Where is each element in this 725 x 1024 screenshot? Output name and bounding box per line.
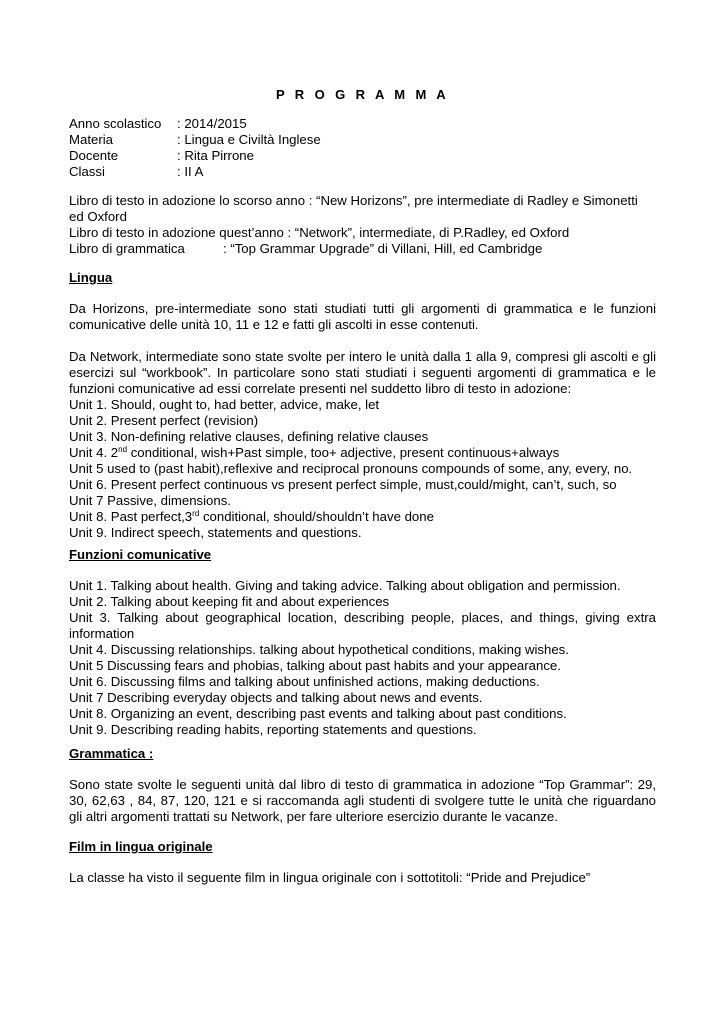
meta-value: : 2014/2015 (177, 116, 247, 131)
lingua-paragraph-2: Da Network, intermediate sono state svolte per intero le unità dalla 1 alla 9, compresi gli ascolti e gli esercizi sul “workbook”. In particolare sono stati studiati i seguenti argomenti di grammatica e le funzioni comunicative ad essi correlate presenti nel suddetto libro di testo in adozione: (69, 349, 656, 396)
grammar-book-label: Libro di grammatica (69, 241, 185, 256)
section-heading: Grammatica : (69, 746, 154, 761)
unit-text: conditional, wish+Past simple, too+ adjective, present continuous+always (127, 445, 560, 460)
meta-key: Classi (69, 164, 105, 179)
meta-key: Materia (69, 132, 113, 147)
function-unit-6: Unit 6. Discussing films and talking about unfinished actions, making deductions. (69, 674, 540, 689)
document-title: P R O G R A M M A (275, 87, 450, 102)
grammatica-paragraph: Sono state svolte le seguenti unità dal libro di testo di grammatica in adozione “Top Grammar”: 29, 30, 62,63 , 84, 87, 120, 121 e si raccomanda agli studenti di svolgere tutte le unità che riguardano gli altri argomenti trattati su Network, per fare ulteriore esercizio durante le vacanze. (69, 777, 656, 824)
unit-text: Unit 4. 2 (69, 445, 119, 460)
film-paragraph: La classe ha visto il seguente film in lingua originale con i sottotitoli: “Pride and Prejudice” (69, 870, 591, 885)
meta-key: Docente (69, 148, 119, 163)
ordinal-suffix: nd (118, 445, 128, 454)
section-film (69, 839, 656, 886)
unit-text: conditional, should/shouldn’t have done (199, 509, 434, 524)
function-unit-9: Unit 9. Describing reading habits, reporting statements and questions. (69, 722, 477, 737)
meta-row-subject (69, 132, 656, 148)
meta-value: : II A (177, 164, 204, 179)
grammar-unit-2: Unit 2. Present perfect (revision) (69, 413, 259, 428)
function-unit-1: Unit 1. Talking about health. Giving and taking advice. Talking about obligation and permission. (69, 578, 621, 593)
function-unit-2: Unit 2. Talking about keeping fit and about experiences (69, 594, 390, 609)
meta-row-year (69, 116, 656, 132)
meta-row-class (69, 164, 656, 180)
grammar-unit-9: Unit 9. Indirect speech, statements and questions. (69, 525, 362, 540)
textbook-grammar (69, 241, 656, 257)
textbook-current: Libro di testo in adozione quest’anno : “Network”, intermediate, di P.Radley, ed Oxford (69, 225, 570, 240)
section-lingua (69, 270, 656, 541)
section-heading: Film in lingua originale (69, 839, 213, 854)
function-unit-3: Unit 3. Talking about geographical location, describing people, places, and things, giving extra information (69, 610, 656, 641)
unit-text: Unit 8. Past perfect,3 (69, 509, 193, 524)
grammar-unit-5: Unit 5 used to (past habit),reflexive and reciprocal pronouns compounds of some, any, every, no. (69, 461, 633, 476)
meta-value: : Rita Pirrone (177, 148, 254, 163)
section-grammatica (69, 746, 656, 825)
grammar-unit-8 (69, 509, 656, 525)
grammar-unit-4 (69, 445, 656, 461)
section-heading: Lingua (69, 270, 113, 285)
grammar-unit-1: Unit 1. Should, ought to, had better, advice, make, let (69, 397, 380, 412)
function-unit-7: Unit 7 Describing everyday objects and talking about news and events. (69, 690, 483, 705)
lingua-paragraph-1: Da Horizons, pre-intermediate sono stati studiati tutti gli argomenti di grammatica e le funzioni comunicative delle unità 10, 11 e 12 e fatti gli ascolti in esse contenuti. (69, 301, 656, 332)
function-unit-5: Unit 5 Discussing fears and phobias, talking about past habits and your appearance. (69, 658, 561, 673)
textbooks (69, 193, 656, 257)
textbook-previous: Libro di testo in adozione lo scorso anno : “New Horizons”, pre intermediate di Radley e Simonetti ed Oxford (69, 193, 638, 224)
meta-key: Anno scolastico (69, 116, 162, 131)
ordinal-suffix: rd (192, 509, 200, 518)
meta-row-teacher (69, 148, 656, 164)
section-funzioni (69, 547, 656, 738)
function-unit-8: Unit 8. Organizing an event, describing past events and talking about past conditions. (69, 706, 567, 721)
function-unit-4: Unit 4. Discussing relationships. talking about hypothetical conditions, making wishes. (69, 642, 569, 657)
grammar-book-value: : “Top Grammar Upgrade” di Villani, Hill, ed Cambridge (223, 241, 543, 256)
grammar-unit-6: Unit 6. Present perfect continuous vs present perfect simple, must,could/might, can’t, such, so (69, 477, 617, 492)
grammar-unit-3: Unit 3. Non-defining relative clauses, defining relative clauses (69, 429, 429, 444)
section-heading: Funzioni comunicative (69, 547, 212, 562)
grammar-unit-7: Unit 7 Passive, dimensions. (69, 493, 231, 508)
course-info (69, 116, 656, 180)
meta-value: : Lingua e Civiltà Inglese (177, 132, 321, 147)
